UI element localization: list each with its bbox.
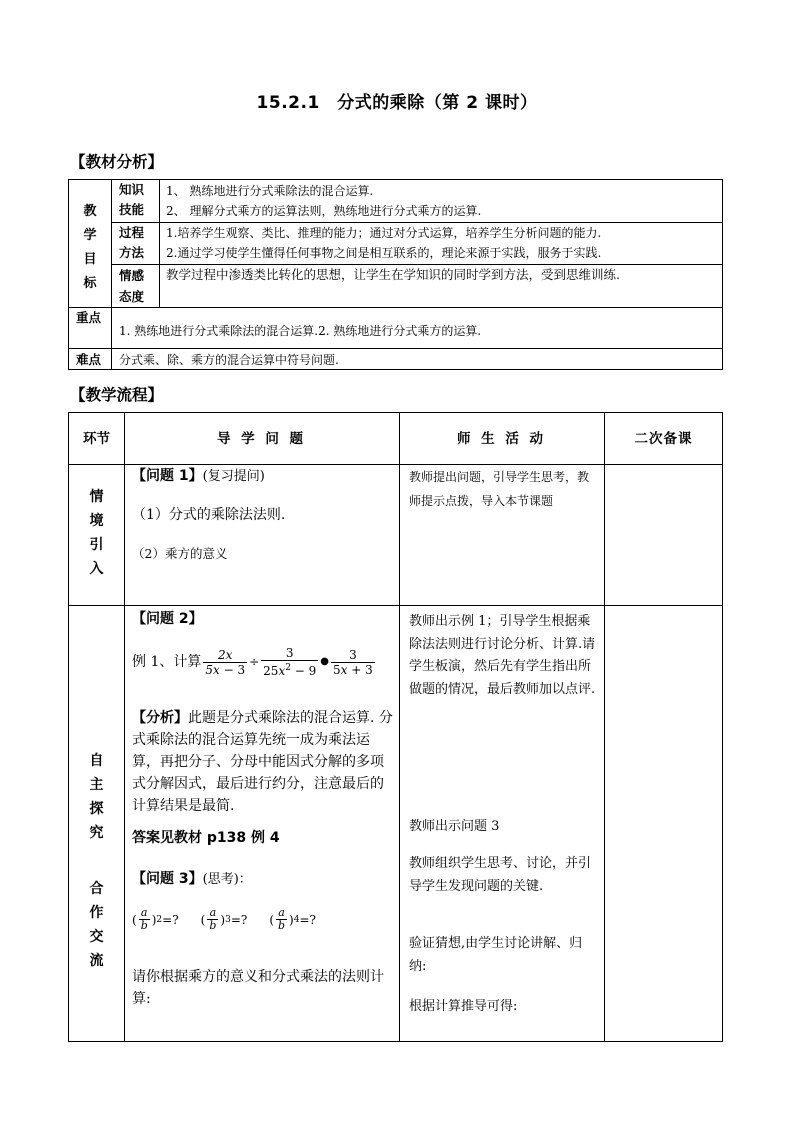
- stage1-label: 情 境 引 入: [89, 489, 104, 577]
- header-guide: 导 学 问 题: [216, 431, 307, 447]
- q1-heading: 【问题 1】(复习提问): [132, 468, 265, 484]
- page-title: 15.2.1 分式的乘除（第 2 课时）: [256, 93, 538, 113]
- activity-verify: 验证猜想,由学生讨论讲解、归纳:: [409, 936, 583, 974]
- q1-item1: （1）分式的乘除法法则.: [132, 507, 286, 523]
- fraction-3: $\frac{3}{5x + 3}$: [333, 647, 373, 677]
- activity-derive: 根据计算推导可得:: [409, 999, 518, 1014]
- header-activity: 师 生 活 动: [456, 431, 547, 447]
- example1: 例 1、计算 $\frac{2x}{5x - 3}$ ÷ $\frac{3}{25x^2 - 9}$ ● $\frac{3}{5x + 3}$: [132, 646, 373, 678]
- difficulty-label: 难点: [76, 352, 102, 367]
- knowledge-items: 1、 熟练地进行分式乘除法的混合运算. 2、 理解分式乘方的运算法则，熟练地进行分式乘方的运算.: [166, 184, 482, 218]
- fraction-2: $\frac{3}{25x^2 - 9}$: [263, 646, 317, 678]
- process-items: 1.培养学生观察、类比、推理的能力；通过对分式运算，培养学生分析问题的能力. 2.通过学习使学生懂得任何事物之间是相互联系的，理论来源于实践，服务于实践.: [166, 226, 602, 260]
- q1-item2: （2）乘方的意义: [132, 546, 228, 561]
- analysis-paragraph: 【分析】此题是分式乘除法的混合运算. 分式乘除法的混合运算先统一成为乘法运算，再把分子、分母中能因式分解的多项式分解因式，最后进行约分，注意最后的计算结果是最简.: [132, 710, 393, 814]
- q2-heading: 【问题 2】: [132, 611, 203, 627]
- stage2-label-exchange: 合 作 交 流: [89, 881, 104, 969]
- analysis-table: [68, 179, 723, 370]
- stage1-activity: 教师提出问题，引导学生思考，教师提示点拨，导入本节课题: [409, 470, 590, 508]
- flow-table: [68, 412, 723, 1042]
- difficulty-text: 分式乘、除、乘方的混合运算中符号问题.: [119, 353, 339, 367]
- process-label: 过程 方法: [119, 225, 145, 260]
- goal-label: 教 学 目 标: [83, 204, 97, 291]
- activity-q3: 教师出示问题 3: [409, 819, 500, 834]
- section-heading-analysis: 【教材分析】: [70, 153, 164, 171]
- header-revision: 二次备课: [634, 431, 693, 447]
- header-stage: 环节: [83, 431, 110, 447]
- section-heading-flow: 【教学流程】: [70, 386, 164, 404]
- emotion-label: 情感 态度: [119, 268, 145, 304]
- stage2-label-explore: 自 主 探 究: [89, 753, 104, 841]
- knowledge-label: 知识 技能: [119, 182, 145, 217]
- activity-example1: 教师出示例 1；引导学生根据乘除法法则进行讨论分析、计算.请学生板演，然后先有学生指出所做题的情况，最后教师加以点评.: [409, 614, 596, 697]
- fraction-1: $\frac{2x}{5x - 3}$: [205, 647, 246, 677]
- q3-powers: ( $\frac{a}{b}$ ) 2 =? ( $\frac{a}{b}$ ) 3 =? ( $\frac{a}{b}$ ) 4 =?: [132, 906, 316, 932]
- answer-ref: 答案见教材 p138 例 4: [132, 830, 280, 846]
- q3-question: 请你根据乘方的意义和分式乘法的法则计算:: [132, 969, 384, 1007]
- emotion-text: 教学过程中渗透类比转化的思想，让学生在学知识的同时学到方法，受到思维训练.: [166, 267, 620, 282]
- key-text: 1. 熟练地进行分式乘除法的混合运算.2. 熟练地进行分式乘方的运算.: [119, 324, 482, 338]
- key-label: 重点: [76, 310, 102, 325]
- q3-heading: 【问题 3】(思考)：: [132, 871, 252, 887]
- activity-discuss: 教师组织学生思考、讨论，并引导学生发现问题的关键.: [409, 856, 592, 894]
